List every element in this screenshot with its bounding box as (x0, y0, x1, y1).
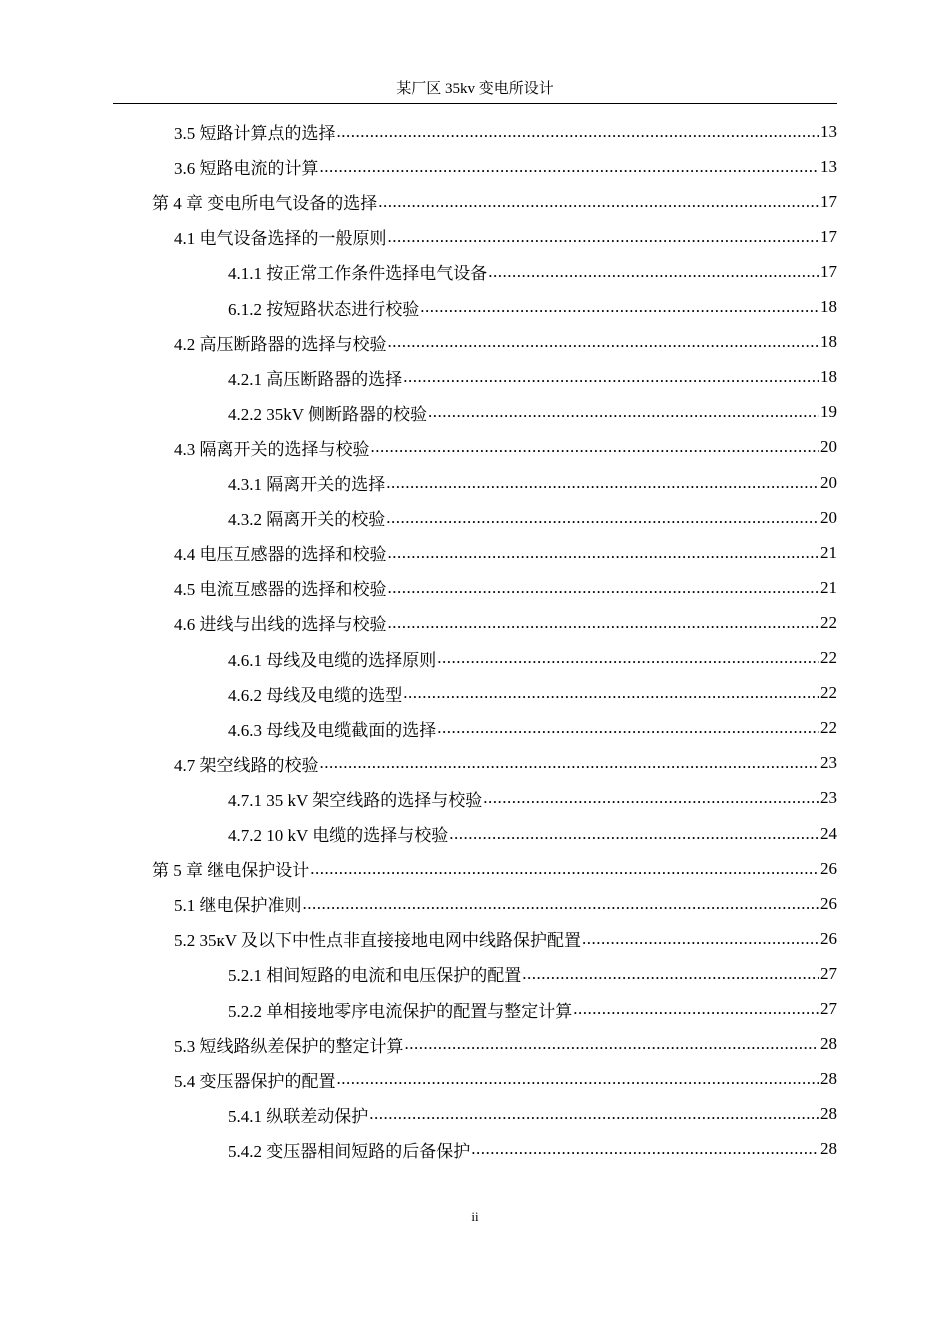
toc-dot-leader (337, 1069, 820, 1089)
toc-dot-leader (388, 332, 820, 352)
toc-entry-title: 5.3 短线路纵差保护的整定计算 (174, 1036, 404, 1056)
page-number: ii (471, 1209, 479, 1224)
toc-entry-title: 4.6.1 母线及电缆的选择原则 (228, 650, 437, 670)
toc-entry[interactable] (174, 114, 837, 149)
toc-dot-leader (320, 753, 820, 773)
header-rule (113, 103, 837, 104)
toc-dot-leader (386, 473, 819, 493)
toc-entry[interactable] (174, 886, 837, 921)
toc-entry[interactable] (228, 956, 837, 991)
toc-dot-leader (303, 894, 820, 914)
toc-entry-page: 22 (820, 718, 837, 738)
toc-entry-page: 19 (820, 402, 837, 422)
toc-dot-leader (437, 648, 819, 668)
toc-entry[interactable] (174, 570, 837, 605)
toc-dot-leader (386, 508, 819, 528)
toc-entry-title: 4.4 电压互感器的选择和校验 (174, 545, 387, 565)
toc-entry[interactable] (174, 1062, 837, 1097)
toc-entry-page: 27 (820, 999, 837, 1018)
toc-entry-title: 4.6 进线与出线的选择与校验 (174, 615, 387, 635)
toc-dot-leader (388, 613, 820, 633)
toc-dot-leader (522, 964, 819, 984)
toc-entry[interactable] (228, 992, 837, 1027)
toc-entry[interactable] (228, 360, 837, 395)
toc-dot-leader (337, 122, 820, 142)
toc-entry-page: 22 (820, 648, 837, 667)
toc-entry-page: 17 (820, 191, 837, 211)
toc-entry[interactable] (228, 816, 837, 851)
toc-dot-leader (388, 227, 820, 247)
toc-dot-leader (403, 683, 819, 703)
running-header: 某厂区 35kv 变电所设计 (396, 81, 554, 97)
toc-entry-title: 第 4 章 变电所电气设备的选择 (152, 194, 378, 214)
toc-entry[interactable] (228, 1097, 837, 1132)
toc-entry-title: 4.7 架空线路的校验 (174, 755, 319, 775)
toc-entry-title: 4.3.1 隔离开关的选择 (228, 475, 386, 494)
toc-entry-page: 26 (820, 928, 837, 948)
toc-dot-leader (582, 929, 819, 949)
toc-entry[interactable] (174, 430, 837, 465)
toc-entry[interactable] (174, 149, 837, 184)
toc-entry-title: 4.3 隔离开关的选择与校验 (174, 439, 370, 459)
toc-dot-leader (405, 1034, 820, 1054)
toc-entry[interactable] (228, 1132, 837, 1167)
toc-entry-title: 5.4.2 变压器相间短路的后备保护 (228, 1141, 471, 1161)
toc-entry[interactable] (228, 465, 837, 500)
toc-entry[interactable] (174, 219, 837, 254)
toc-entry-title: 4.7.2 10 kV 电缆的选择与校验 (228, 826, 449, 845)
toc-entry-title: 5.4.1 纵联差动保护 (228, 1106, 369, 1126)
toc-dot-leader (371, 437, 820, 457)
toc-entry[interactable] (174, 605, 837, 640)
toc-entry[interactable] (174, 1027, 837, 1062)
toc-entry[interactable] (228, 254, 837, 289)
toc-entry-page: 13 (820, 156, 837, 176)
toc-entry[interactable] (228, 781, 837, 816)
toc-entry-page: 13 (820, 121, 837, 141)
toc-dot-leader (378, 192, 819, 212)
toc-entry-title: 6.1.2 按短路状态进行校验 (228, 299, 420, 319)
toc-dot-leader (388, 578, 820, 598)
toc-entry[interactable] (228, 500, 837, 535)
toc-entry[interactable] (174, 746, 837, 781)
toc-entry[interactable] (228, 641, 837, 676)
toc-entry-page: 28 (820, 1069, 837, 1089)
toc-entry-title: 4.3.2 隔离开关的校验 (228, 510, 386, 530)
toc-dot-leader (483, 788, 819, 808)
toc-entry-title: 4.5 电流互感器的选择和校验 (174, 580, 387, 600)
toc-entry-title: 3.5 短路计算点的选择 (174, 124, 336, 143)
toc-dot-leader (403, 367, 819, 387)
toc-entry-page: 18 (820, 367, 837, 387)
toc-entry-page: 21 (820, 542, 837, 562)
toc-entry-page: 17 (820, 226, 837, 246)
toc-entry-page: 28 (820, 1139, 837, 1159)
toc-entry[interactable] (228, 395, 837, 430)
toc-entry-page: 26 (820, 858, 837, 878)
toc-entry[interactable] (228, 290, 837, 325)
toc-entry-title: 4.2 高压断路器的选择与校验 (174, 334, 387, 354)
toc-dot-leader (388, 543, 820, 563)
toc-entry-title: 4.2.2 35kV 侧断路器的校验 (228, 404, 427, 424)
toc-entry-title: 4.1 电气设备选择的一般原则 (174, 229, 387, 249)
toc-entry-page: 17 (820, 261, 837, 281)
toc-entry-title: 5.2.2 单相接地零序电流保护的配置与整定计算 (228, 1001, 573, 1021)
toc-entry-title: 第 5 章 继电保护设计 (152, 861, 310, 881)
toc-dot-leader (369, 1104, 819, 1124)
toc-dot-leader (573, 999, 819, 1019)
toc-entry-page: 24 (820, 823, 837, 843)
toc-entry-page: 22 (820, 683, 837, 703)
toc-dot-leader (488, 262, 819, 282)
toc-entry-page: 22 (820, 612, 837, 632)
toc-entry-page: 18 (820, 332, 837, 352)
toc-entry-page: 28 (820, 1104, 837, 1124)
toc-entry-page: 20 (820, 507, 837, 527)
toc-entry[interactable] (174, 325, 837, 360)
toc-entry-title: 5.1 继电保护准则 (174, 896, 302, 916)
toc-entry-title: 4.1.1 按正常工作条件选择电气设备 (228, 264, 488, 284)
toc-entry-page: 18 (820, 297, 837, 316)
toc-entry-page: 20 (820, 472, 837, 492)
toc-dot-leader (437, 718, 819, 738)
toc-entry-title: 4.7.1 35 kV 架空线路的选择与校验 (228, 790, 483, 810)
toc-entry-title: 3.6 短路电流的计算 (174, 159, 319, 179)
toc-entry-page: 23 (820, 753, 837, 773)
toc-entry-page: 21 (820, 577, 837, 597)
toc-entry-page: 27 (820, 963, 837, 983)
toc-entry[interactable] (174, 921, 837, 956)
toc-dot-leader (471, 1139, 819, 1159)
toc-entry-title: 4.2.1 高压断路器的选择 (228, 369, 403, 389)
toc-entry[interactable] (174, 535, 837, 570)
toc-entry-page: 28 (820, 1034, 837, 1054)
toc-entry-page: 23 (820, 788, 837, 808)
toc-entry[interactable] (152, 851, 837, 886)
toc-dot-leader (428, 402, 819, 422)
toc-entry[interactable] (228, 676, 837, 711)
toc-dot-leader (449, 824, 819, 844)
toc-entry-page: 20 (820, 437, 837, 457)
toc-dot-leader (420, 297, 819, 317)
toc-entry[interactable] (228, 711, 837, 746)
toc-entry-title: 5.2 35кV 及以下中性点非直接接地电网中线路保护配置 (174, 931, 581, 951)
toc-entry-title: 5.2.1 相间短路的电流和电压保护的配置 (228, 966, 522, 986)
toc-entry-title: 4.6.2 母线及电缆的选型 (228, 685, 403, 705)
toc-entry[interactable] (152, 184, 837, 219)
toc-dot-leader (320, 157, 820, 177)
toc-entry-title: 4.6.3 母线及电缆截面的选择 (228, 720, 437, 740)
toc-dot-leader (310, 859, 819, 879)
toc-entry-title: 5.4 变压器保护的配置 (174, 1071, 336, 1091)
toc-entry-page: 26 (820, 893, 837, 913)
